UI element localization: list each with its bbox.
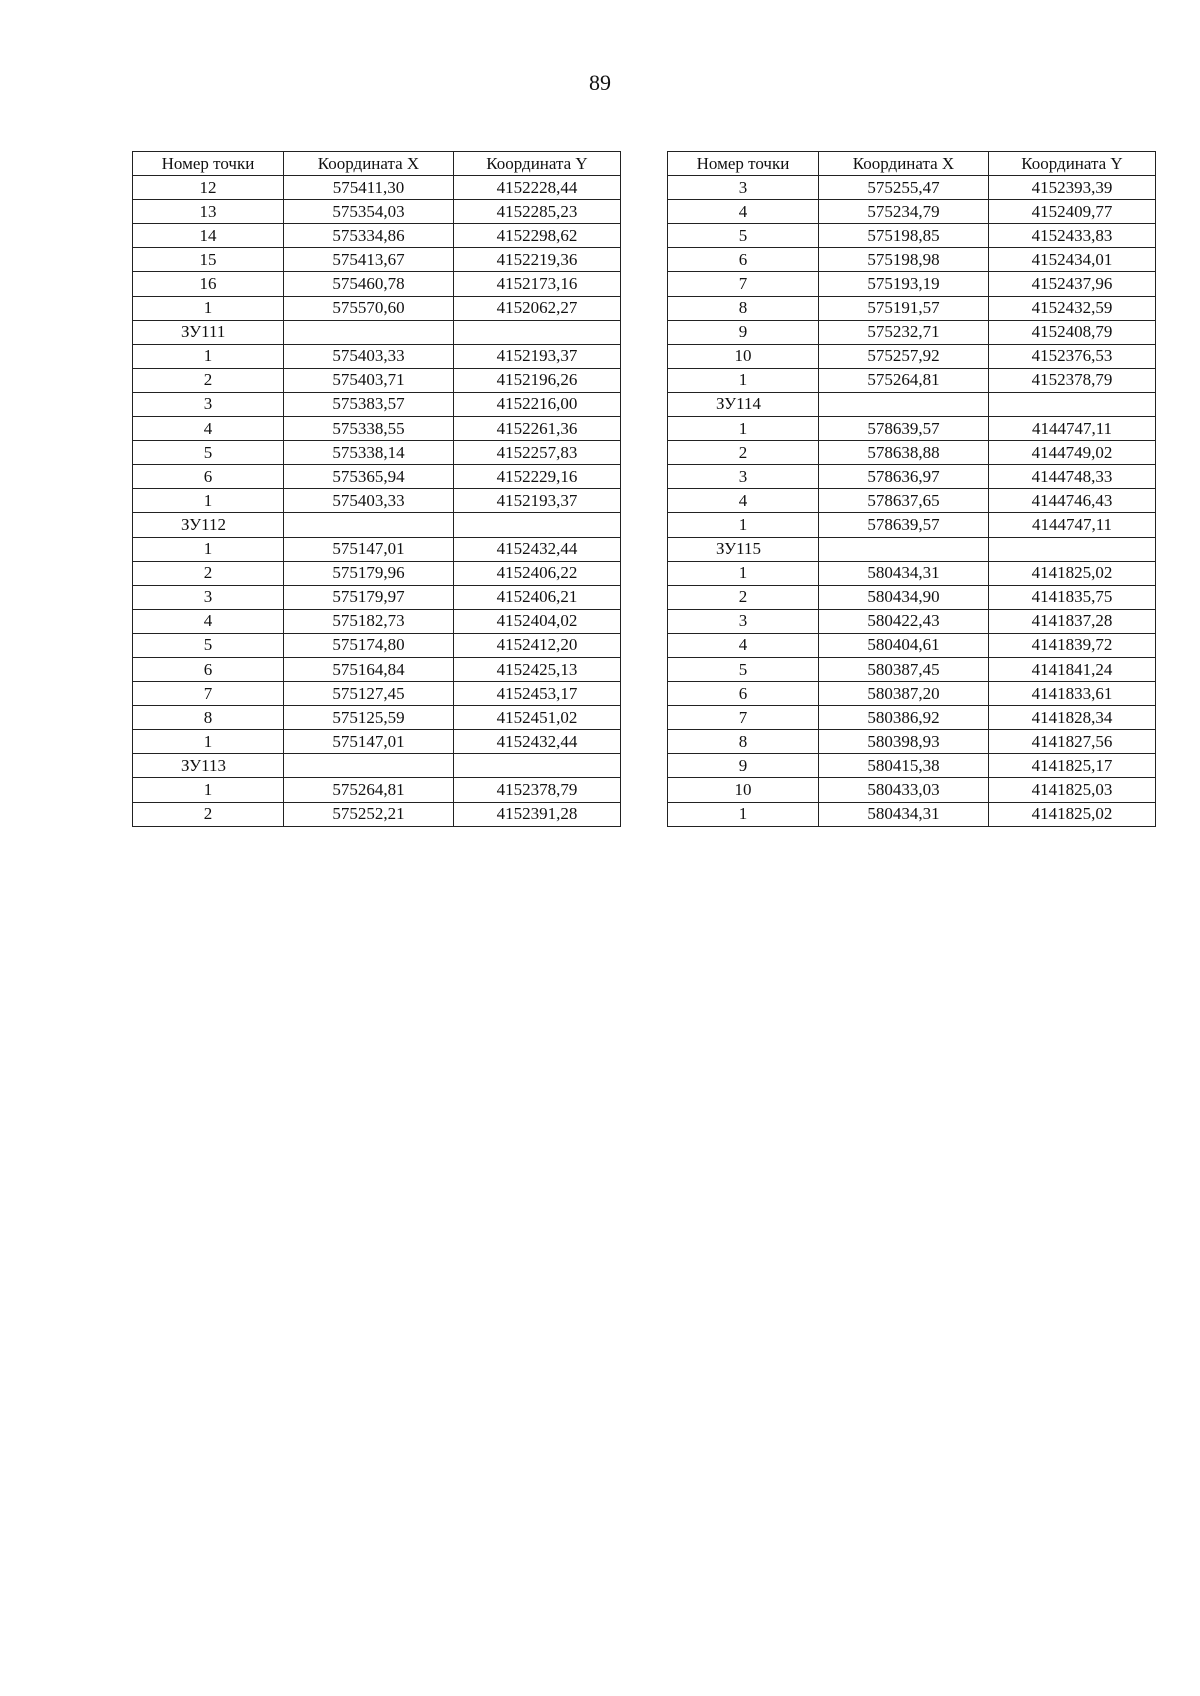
coordinate-x-cell: 580386,92: [819, 706, 989, 730]
point-number-cell: 1: [668, 561, 819, 585]
table-row: [133, 802, 621, 826]
coordinate-y-cell: 4141827,56: [989, 730, 1156, 754]
table-row: [668, 465, 1156, 489]
coordinate-x-cell: 575255,47: [819, 176, 989, 200]
table-row: [668, 489, 1156, 513]
header-coordinate-y: Координата Y: [989, 152, 1156, 176]
coordinate-y-cell: 4141837,28: [989, 609, 1156, 633]
coordinate-x-cell: 575257,92: [819, 344, 989, 368]
coordinates-table-left: [132, 151, 621, 827]
point-number-cell: 7: [668, 706, 819, 730]
coordinate-y-cell: 4152451,02: [454, 706, 621, 730]
table-row: [133, 657, 621, 681]
table-row: [133, 778, 621, 802]
coordinate-x-cell: 575127,45: [284, 682, 454, 706]
point-number-cell: 6: [133, 657, 284, 681]
coordinate-y-cell: 4152378,79: [989, 368, 1156, 392]
header-coordinate-y: Координата Y: [454, 152, 621, 176]
coordinate-y-cell: [454, 320, 621, 344]
coordinate-x-cell: [284, 754, 454, 778]
coordinate-y-cell: 4152393,39: [989, 176, 1156, 200]
coordinate-x-cell: 575338,55: [284, 417, 454, 441]
coordinate-x-cell: 580434,31: [819, 561, 989, 585]
point-number-cell: 3: [668, 609, 819, 633]
table-row: [133, 344, 621, 368]
table-row: [133, 537, 621, 561]
coordinate-x-cell: 575354,03: [284, 200, 454, 224]
table-row: [668, 320, 1156, 344]
table-row: [668, 730, 1156, 754]
coordinate-y-cell: 4152433,83: [989, 224, 1156, 248]
coordinate-y-cell: 4152432,59: [989, 296, 1156, 320]
point-number-cell: 8: [668, 296, 819, 320]
table-row: [668, 706, 1156, 730]
table-row: [133, 633, 621, 657]
coordinate-y-cell: 4141825,17: [989, 754, 1156, 778]
coordinate-x-cell: 580387,20: [819, 682, 989, 706]
coordinate-x-cell: 580434,31: [819, 802, 989, 826]
coordinate-x-cell: 578637,65: [819, 489, 989, 513]
table-body: [133, 176, 621, 827]
coordinate-y-cell: 4152432,44: [454, 537, 621, 561]
group-row: [133, 513, 621, 537]
table-row: [668, 513, 1156, 537]
group-label-cell: ЗУ113: [133, 754, 284, 778]
coordinate-y-cell: 4152229,16: [454, 465, 621, 489]
table-row: [668, 657, 1156, 681]
coordinate-x-cell: 575164,84: [284, 657, 454, 681]
coordinate-y-cell: 4144747,11: [989, 513, 1156, 537]
point-number-cell: 1: [133, 296, 284, 320]
coordinate-y-cell: 4144749,02: [989, 441, 1156, 465]
coordinate-y-cell: 4144747,11: [989, 417, 1156, 441]
point-number-cell: 10: [668, 778, 819, 802]
table-row: [668, 561, 1156, 585]
header-coordinate-x: Координата X: [819, 152, 989, 176]
point-number-cell: 3: [133, 392, 284, 416]
point-number-cell: 2: [133, 802, 284, 826]
coordinate-y-cell: [454, 513, 621, 537]
point-number-cell: 5: [668, 224, 819, 248]
group-row: [668, 392, 1156, 416]
coordinate-y-cell: 4152406,22: [454, 561, 621, 585]
table-row: [133, 489, 621, 513]
coordinate-y-cell: 4152406,21: [454, 585, 621, 609]
table-row: [133, 248, 621, 272]
coordinate-y-cell: 4141833,61: [989, 682, 1156, 706]
table-row: [668, 176, 1156, 200]
table-row: [133, 441, 621, 465]
table-row: [133, 682, 621, 706]
coordinate-y-cell: 4152391,28: [454, 802, 621, 826]
page-number: 89: [589, 70, 611, 95]
point-number-cell: 1: [668, 417, 819, 441]
point-number-cell: 7: [668, 272, 819, 296]
coordinate-x-cell: 580433,03: [819, 778, 989, 802]
coordinate-y-cell: 4152173,16: [454, 272, 621, 296]
point-number-cell: 3: [668, 176, 819, 200]
coordinate-y-cell: 4141835,75: [989, 585, 1156, 609]
coordinate-x-cell: [819, 537, 989, 561]
point-number-cell: 6: [668, 248, 819, 272]
coordinate-x-cell: 580387,45: [819, 657, 989, 681]
coordinate-y-cell: 4141825,03: [989, 778, 1156, 802]
coordinate-x-cell: 575191,57: [819, 296, 989, 320]
coordinate-x-cell: 578639,57: [819, 417, 989, 441]
coordinate-y-cell: 4141828,34: [989, 706, 1156, 730]
coordinate-x-cell: [284, 320, 454, 344]
coordinate-x-cell: 575403,71: [284, 368, 454, 392]
table-row: [668, 344, 1156, 368]
coordinate-y-cell: 4141825,02: [989, 802, 1156, 826]
group-row: [133, 320, 621, 344]
coordinate-x-cell: 575264,81: [284, 778, 454, 802]
coordinate-x-cell: 575403,33: [284, 344, 454, 368]
coordinate-x-cell: 580422,43: [819, 609, 989, 633]
point-number-cell: 14: [133, 224, 284, 248]
table-row: [133, 200, 621, 224]
coordinate-x-cell: 575179,96: [284, 561, 454, 585]
coordinate-x-cell: 575413,67: [284, 248, 454, 272]
coordinate-y-cell: 4152193,37: [454, 344, 621, 368]
coordinate-x-cell: 575383,57: [284, 392, 454, 416]
table-row: [668, 778, 1156, 802]
group-label-cell: ЗУ114: [668, 392, 819, 416]
coordinate-x-cell: 575403,33: [284, 489, 454, 513]
coordinate-y-cell: 4152228,44: [454, 176, 621, 200]
point-number-cell: 5: [133, 633, 284, 657]
group-label-cell: ЗУ112: [133, 513, 284, 537]
header-coordinate-x: Координата X: [284, 152, 454, 176]
coordinate-x-cell: 575234,79: [819, 200, 989, 224]
coordinate-x-cell: 575174,80: [284, 633, 454, 657]
coordinate-x-cell: [284, 513, 454, 537]
table-row: [133, 585, 621, 609]
coordinate-x-cell: 580404,61: [819, 633, 989, 657]
table-row: [133, 706, 621, 730]
header-point-number: Номер точки: [668, 152, 819, 176]
coordinate-y-cell: 4144748,33: [989, 465, 1156, 489]
table-row: [668, 682, 1156, 706]
table-row: [133, 272, 621, 296]
point-number-cell: 4: [668, 633, 819, 657]
coordinate-x-cell: 575334,86: [284, 224, 454, 248]
coordinate-x-cell: [819, 392, 989, 416]
point-number-cell: 1: [133, 344, 284, 368]
point-number-cell: 2: [133, 561, 284, 585]
group-row: [133, 754, 621, 778]
point-number-cell: 6: [133, 465, 284, 489]
coordinate-x-cell: 575125,59: [284, 706, 454, 730]
point-number-cell: 1: [133, 730, 284, 754]
coordinate-y-cell: [989, 537, 1156, 561]
table-body: [668, 176, 1156, 827]
coordinate-x-cell: 578639,57: [819, 513, 989, 537]
point-number-cell: 4: [133, 609, 284, 633]
coordinate-y-cell: 4152432,44: [454, 730, 621, 754]
coordinate-y-cell: [454, 754, 621, 778]
table-row: [133, 368, 621, 392]
point-number-cell: 1: [668, 368, 819, 392]
group-label-cell: ЗУ111: [133, 320, 284, 344]
coordinate-y-cell: 4152219,36: [454, 248, 621, 272]
point-number-cell: 6: [668, 682, 819, 706]
coordinate-x-cell: 575198,98: [819, 248, 989, 272]
coordinate-y-cell: 4152062,27: [454, 296, 621, 320]
coordinate-x-cell: 575193,19: [819, 272, 989, 296]
table-row: [668, 585, 1156, 609]
table-header-row: [133, 152, 621, 176]
coordinate-x-cell: 575147,01: [284, 730, 454, 754]
coordinate-y-cell: 4141839,72: [989, 633, 1156, 657]
point-number-cell: 1: [133, 537, 284, 561]
table-row: [133, 224, 621, 248]
table-row: [133, 561, 621, 585]
table-row: [133, 417, 621, 441]
point-number-cell: 9: [668, 320, 819, 344]
coordinate-x-cell: 575147,01: [284, 537, 454, 561]
coordinate-y-cell: 4144746,43: [989, 489, 1156, 513]
point-number-cell: 1: [133, 778, 284, 802]
point-number-cell: 12: [133, 176, 284, 200]
table-row: [133, 392, 621, 416]
coordinate-y-cell: [989, 392, 1156, 416]
point-number-cell: 13: [133, 200, 284, 224]
point-number-cell: 16: [133, 272, 284, 296]
coordinate-y-cell: 4152434,01: [989, 248, 1156, 272]
table-row: [668, 200, 1156, 224]
coordinate-y-cell: 4152216,00: [454, 392, 621, 416]
point-number-cell: 5: [133, 441, 284, 465]
coordinate-y-cell: 4152298,62: [454, 224, 621, 248]
header-point-number: Номер точки: [133, 152, 284, 176]
point-number-cell: 8: [668, 730, 819, 754]
point-number-cell: 1: [133, 489, 284, 513]
coordinate-x-cell: 575570,60: [284, 296, 454, 320]
coordinate-x-cell: 575411,30: [284, 176, 454, 200]
point-number-cell: 10: [668, 344, 819, 368]
point-number-cell: 8: [133, 706, 284, 730]
point-number-cell: 3: [668, 465, 819, 489]
point-number-cell: 15: [133, 248, 284, 272]
table-row: [668, 417, 1156, 441]
point-number-cell: 9: [668, 754, 819, 778]
coordinate-y-cell: 4152285,23: [454, 200, 621, 224]
coordinate-y-cell: 4152378,79: [454, 778, 621, 802]
table-row: [668, 296, 1156, 320]
coordinate-y-cell: 4152376,53: [989, 344, 1156, 368]
coordinate-x-cell: 578636,97: [819, 465, 989, 489]
coordinate-x-cell: 575252,21: [284, 802, 454, 826]
coordinate-y-cell: 4141841,24: [989, 657, 1156, 681]
coordinate-x-cell: 575460,78: [284, 272, 454, 296]
point-number-cell: 4: [668, 200, 819, 224]
coordinate-x-cell: 575232,71: [819, 320, 989, 344]
point-number-cell: 1: [668, 802, 819, 826]
point-number-cell: 3: [133, 585, 284, 609]
coordinate-y-cell: 4152261,36: [454, 417, 621, 441]
coordinate-x-cell: 578638,88: [819, 441, 989, 465]
table-row: [668, 441, 1156, 465]
coordinate-y-cell: 4152437,96: [989, 272, 1156, 296]
table-row: [133, 465, 621, 489]
coordinate-y-cell: 4152404,02: [454, 609, 621, 633]
point-number-cell: 2: [133, 368, 284, 392]
table-row: [133, 609, 621, 633]
coordinates-table-right: [667, 151, 1156, 827]
coordinate-x-cell: 575264,81: [819, 368, 989, 392]
coordinate-x-cell: 580398,93: [819, 730, 989, 754]
table-row: [668, 368, 1156, 392]
group-row: [668, 537, 1156, 561]
point-number-cell: 2: [668, 585, 819, 609]
coordinate-x-cell: 575179,97: [284, 585, 454, 609]
coordinate-y-cell: 4152257,83: [454, 441, 621, 465]
coordinate-y-cell: 4152408,79: [989, 320, 1156, 344]
coordinate-x-cell: 575198,85: [819, 224, 989, 248]
table-row: [133, 730, 621, 754]
coordinate-x-cell: 575182,73: [284, 609, 454, 633]
table-row: [668, 633, 1156, 657]
table-header-row: [668, 152, 1156, 176]
coordinate-y-cell: 4152425,13: [454, 657, 621, 681]
coordinate-x-cell: 580434,90: [819, 585, 989, 609]
coordinate-x-cell: 580415,38: [819, 754, 989, 778]
point-number-cell: 4: [668, 489, 819, 513]
table-row: [668, 224, 1156, 248]
table-row: [668, 609, 1156, 633]
coordinate-x-cell: 575338,14: [284, 441, 454, 465]
coordinate-y-cell: 4152409,77: [989, 200, 1156, 224]
table-row: [133, 176, 621, 200]
coordinate-y-cell: 4152453,17: [454, 682, 621, 706]
table-row: [668, 754, 1156, 778]
table-row: [668, 248, 1156, 272]
table-row: [668, 802, 1156, 826]
table-row: [668, 272, 1156, 296]
group-label-cell: ЗУ115: [668, 537, 819, 561]
coordinate-y-cell: 4152193,37: [454, 489, 621, 513]
table-row: [133, 296, 621, 320]
coordinate-y-cell: 4152196,26: [454, 368, 621, 392]
point-number-cell: 7: [133, 682, 284, 706]
point-number-cell: 5: [668, 657, 819, 681]
point-number-cell: 1: [668, 513, 819, 537]
point-number-cell: 2: [668, 441, 819, 465]
coordinate-x-cell: 575365,94: [284, 465, 454, 489]
point-number-cell: 4: [133, 417, 284, 441]
coordinate-y-cell: 4152412,20: [454, 633, 621, 657]
coordinate-y-cell: 4141825,02: [989, 561, 1156, 585]
